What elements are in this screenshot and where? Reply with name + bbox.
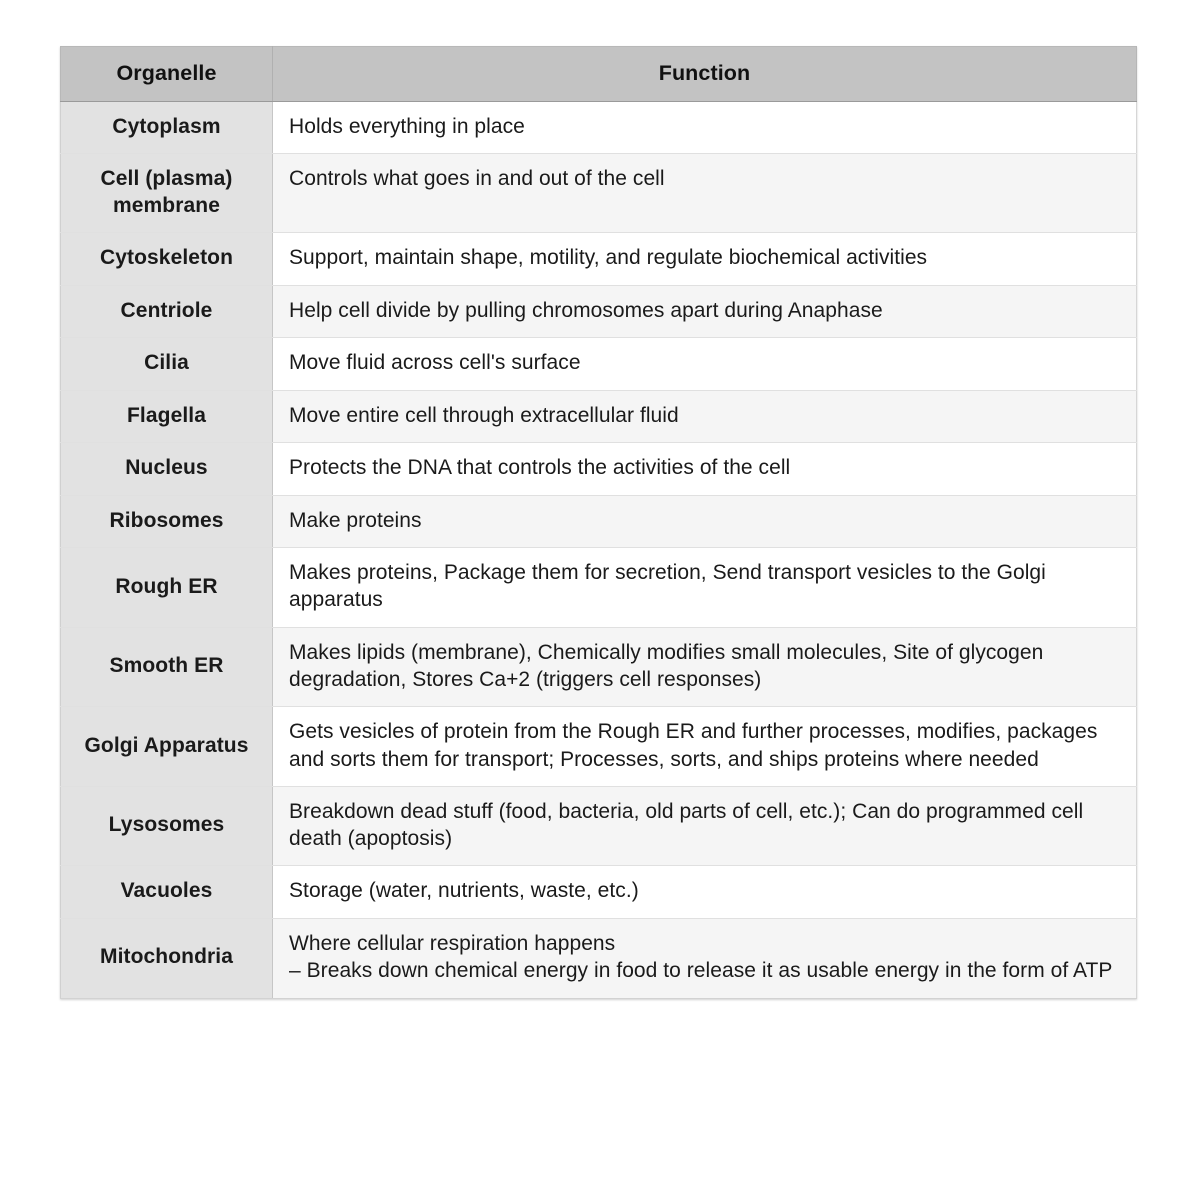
cell-organelle: Smooth ER bbox=[61, 627, 273, 707]
cell-organelle: Lysosomes bbox=[61, 786, 273, 866]
function-text-line: Makes proteins, Package them for secretion, Send transport vesicles to the Golgi apparatus bbox=[289, 561, 1052, 612]
cell-function bbox=[273, 707, 1137, 787]
function-text-line: Gets vesicles of protein from the Rough ER and further processes, modifies, packages and sorts them for transport; Processes, sorts, and ships proteins where needed bbox=[289, 720, 1104, 771]
table-row bbox=[61, 338, 1137, 390]
table-header bbox=[61, 47, 1137, 102]
cell-function bbox=[273, 918, 1137, 998]
function-text-line: Move entire cell through extracellular fluid bbox=[289, 403, 679, 427]
cell-function bbox=[273, 866, 1137, 918]
function-text-line: – Breaks down chemical energy in food to release it as usable energy in the form of ATP bbox=[289, 959, 1113, 983]
cell-function bbox=[273, 548, 1137, 628]
cell-organelle: Golgi Apparatus bbox=[61, 707, 273, 787]
table-row bbox=[61, 102, 1137, 154]
cell-function bbox=[273, 102, 1137, 154]
organelle-function-table-wrapper bbox=[60, 46, 1136, 999]
cell-organelle: Flagella bbox=[61, 390, 273, 442]
table-row bbox=[61, 627, 1137, 707]
cell-function bbox=[273, 390, 1137, 442]
cell-organelle: Cytoskeleton bbox=[61, 233, 273, 285]
organelle-function-table bbox=[60, 46, 1137, 999]
table-body bbox=[61, 102, 1137, 999]
cell-function bbox=[273, 285, 1137, 337]
table-header-row bbox=[61, 47, 1137, 102]
function-text-line: Controls what goes in and out of the cell bbox=[289, 167, 665, 191]
function-text-line: Storage (water, nutrients, waste, etc.) bbox=[289, 879, 639, 903]
table-row bbox=[61, 918, 1137, 998]
cell-organelle: Cytoplasm bbox=[61, 102, 273, 154]
cell-function bbox=[273, 495, 1137, 547]
column-header-function: Function bbox=[273, 47, 1137, 102]
function-text-line: Where cellular respiration happens bbox=[289, 931, 616, 955]
cell-organelle: Mitochondria bbox=[61, 918, 273, 998]
cell-function bbox=[273, 443, 1137, 495]
function-text-line: Make proteins bbox=[289, 508, 422, 532]
table-row bbox=[61, 866, 1137, 918]
cell-organelle: Ribosomes bbox=[61, 495, 273, 547]
cell-function bbox=[273, 338, 1137, 390]
table-row bbox=[61, 443, 1137, 495]
table-row bbox=[61, 233, 1137, 285]
function-text-line: Breakdown dead stuff (food, bacteria, old parts of cell, etc.); Can do programmed cell death (apoptosis) bbox=[289, 799, 1090, 851]
column-header-organelle: Organelle bbox=[61, 47, 273, 102]
table-row bbox=[61, 285, 1137, 337]
cell-organelle: Vacuoles bbox=[61, 866, 273, 918]
table-row bbox=[61, 154, 1137, 233]
table-row bbox=[61, 707, 1137, 787]
cell-function bbox=[273, 786, 1137, 866]
cell-function bbox=[273, 233, 1137, 285]
table-row bbox=[61, 548, 1137, 628]
function-text-line: Move fluid across cell's surface bbox=[289, 351, 581, 375]
function-text-line: Support, maintain shape, motility, and regulate biochemical activities bbox=[289, 246, 928, 270]
cell-function bbox=[273, 154, 1137, 233]
function-text-line: Holds everything in place bbox=[289, 115, 525, 138]
cell-function bbox=[273, 627, 1137, 707]
cell-organelle: Nucleus bbox=[61, 443, 273, 495]
cell-organelle: Rough ER bbox=[61, 548, 273, 628]
function-text-line: Help cell divide by pulling chromosomes apart during Anaphase bbox=[289, 298, 883, 322]
cell-organelle: Centriole bbox=[61, 285, 273, 337]
function-text-line: Makes lipids (membrane), Chemically modifies small molecules, Site of glycogen degradation, Stores Ca+2 (triggers cell responses) bbox=[289, 640, 1050, 691]
function-text-line: Protects the DNA that controls the activities of the cell bbox=[289, 456, 791, 480]
table-row bbox=[61, 390, 1137, 442]
table-row bbox=[61, 495, 1137, 547]
cell-organelle: Cell (plasma) membrane bbox=[61, 154, 273, 233]
table-row bbox=[61, 786, 1137, 866]
cell-organelle: Cilia bbox=[61, 338, 273, 390]
